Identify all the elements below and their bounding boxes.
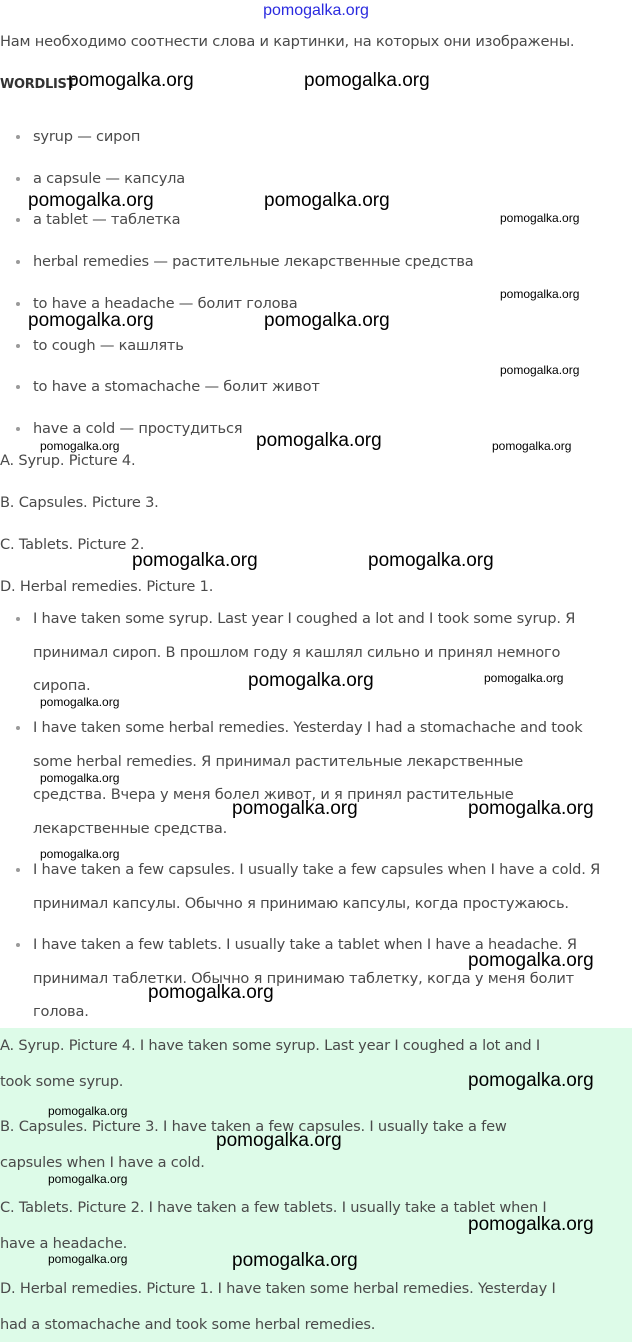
watermark: pomogalka.org	[48, 1104, 128, 1118]
wordlist-item: to cough — кашлять	[33, 337, 184, 354]
header-watermark: pomogalka.org	[263, 2, 369, 19]
watermark: pomogalka.org	[492, 439, 572, 453]
sentence-line: сиропа.	[33, 677, 91, 694]
bullet-icon	[16, 344, 20, 348]
sentence-line: принимал капсулы. Обычно я принимаю капсулы, когда простужаюсь.	[33, 895, 569, 912]
watermark: pomogalka.org	[264, 310, 390, 331]
sentence-line: I have taken a few capsules. I usually take a few capsules when I have a cold. Я	[33, 861, 601, 878]
sentence-line: I have taken some herbal remedies. Yesterday I had a stomachache and took	[33, 719, 583, 736]
sentence-line: голова.	[33, 1003, 89, 1020]
wordlist-item: herbal remedies — растительные лекарственные средства	[33, 253, 474, 270]
watermark: pomogalka.org	[48, 1252, 128, 1266]
wordlist-item: to have a headache — болит голова	[33, 295, 298, 312]
wordlist-item: syrup — сироп	[33, 128, 141, 145]
sentence-line: лекарственные средства.	[33, 820, 228, 837]
wordlist-title: WORDLIST	[0, 77, 76, 92]
watermark: pomogalka.org	[232, 1250, 358, 1271]
watermark: pomogalka.org	[468, 798, 594, 819]
bullet-icon	[16, 135, 20, 139]
watermark: pomogalka.org	[248, 670, 374, 691]
watermark: pomogalka.org	[264, 190, 390, 211]
bullet-icon	[16, 427, 20, 431]
sentence-line: принимал сироп. В прошлом году я кашлял сильно и принял немного	[33, 644, 561, 661]
watermark: pomogalka.org	[132, 550, 258, 571]
wordlist-item: have a cold — простудиться	[33, 420, 243, 437]
watermark: pomogalka.org	[28, 310, 154, 331]
watermark: pomogalka.org	[468, 950, 594, 971]
answer-line: had a stomachache and took some herbal remedies.	[0, 1316, 376, 1333]
watermark: pomogalka.org	[68, 70, 194, 91]
bullet-icon	[16, 385, 20, 389]
bullet-icon	[16, 260, 20, 264]
bullet-icon	[16, 726, 20, 730]
bullet-icon	[16, 177, 20, 181]
watermark: pomogalka.org	[484, 671, 564, 685]
watermark: pomogalka.org	[468, 1214, 594, 1235]
match-line: B. Capsules. Picture 3.	[0, 494, 159, 511]
watermark: pomogalka.org	[40, 695, 120, 709]
watermark: pomogalka.org	[216, 1130, 342, 1151]
bullet-icon	[16, 218, 20, 222]
answer-line: A. Syrup. Picture 4. I have taken some syrup. Last year I coughed a lot and I	[0, 1037, 541, 1054]
wordlist-item: to have a stomachache — болит живот	[33, 378, 320, 395]
watermark: pomogalka.org	[48, 1172, 128, 1186]
watermark: pomogalka.org	[304, 70, 430, 91]
answer-line: took some syrup.	[0, 1073, 124, 1090]
watermark: pomogalka.org	[40, 847, 120, 861]
sentence-line: I have taken a few tablets. I usually take a tablet when I have a headache. Я	[33, 936, 577, 953]
wordlist-item: a capsule — капсула	[33, 170, 185, 187]
wordlist-item: a tablet — таблетка	[33, 211, 181, 228]
answer-line: B. Capsules. Picture 3. I have taken a few capsules. I usually take a few	[0, 1118, 507, 1135]
watermark: pomogalka.org	[368, 550, 494, 571]
watermark: pomogalka.org	[232, 798, 358, 819]
answer-line: have a headache.	[0, 1235, 128, 1252]
watermark: pomogalka.org	[28, 190, 154, 211]
watermark: pomogalka.org	[468, 1070, 594, 1091]
watermark: pomogalka.org	[148, 982, 274, 1003]
bullet-icon	[16, 943, 20, 947]
answer-line: C. Tablets. Picture 2. I have taken a few tablets. I usually take a tablet when I	[0, 1199, 547, 1216]
sentence-line: средства. Вчера у меня болел живот, и я принял растительные	[33, 786, 514, 803]
bullet-icon	[16, 302, 20, 306]
sentence-line: some herbal remedies. Я принимал растительные лекарственные	[33, 753, 524, 770]
bullet-icon	[16, 617, 20, 621]
watermark: pomogalka.org	[500, 287, 580, 301]
match-line: C. Tablets. Picture 2.	[0, 536, 145, 553]
sentence-line: принимал таблетки. Обычно я принимаю таблетку, когда у меня болит	[33, 970, 574, 987]
sentence-line: I have taken some syrup. Last year I coughed a lot and I took some syrup. Я	[33, 610, 576, 627]
watermark: pomogalka.org	[500, 363, 580, 377]
intro-text: Нам необходимо соотнести слова и картинки, на которых они изображены.	[0, 33, 575, 50]
watermark: pomogalka.org	[40, 771, 120, 785]
watermark: pomogalka.org	[256, 430, 382, 451]
match-line: A. Syrup. Picture 4.	[0, 452, 136, 469]
answer-line: D. Herbal remedies. Picture 1. I have taken some herbal remedies. Yesterday I	[0, 1280, 556, 1297]
match-line: D. Herbal remedies. Picture 1.	[0, 578, 214, 595]
answer-line: capsules when I have a cold.	[0, 1154, 205, 1171]
bullet-icon	[16, 868, 20, 872]
watermark: pomogalka.org	[40, 439, 120, 453]
watermark: pomogalka.org	[500, 211, 580, 225]
